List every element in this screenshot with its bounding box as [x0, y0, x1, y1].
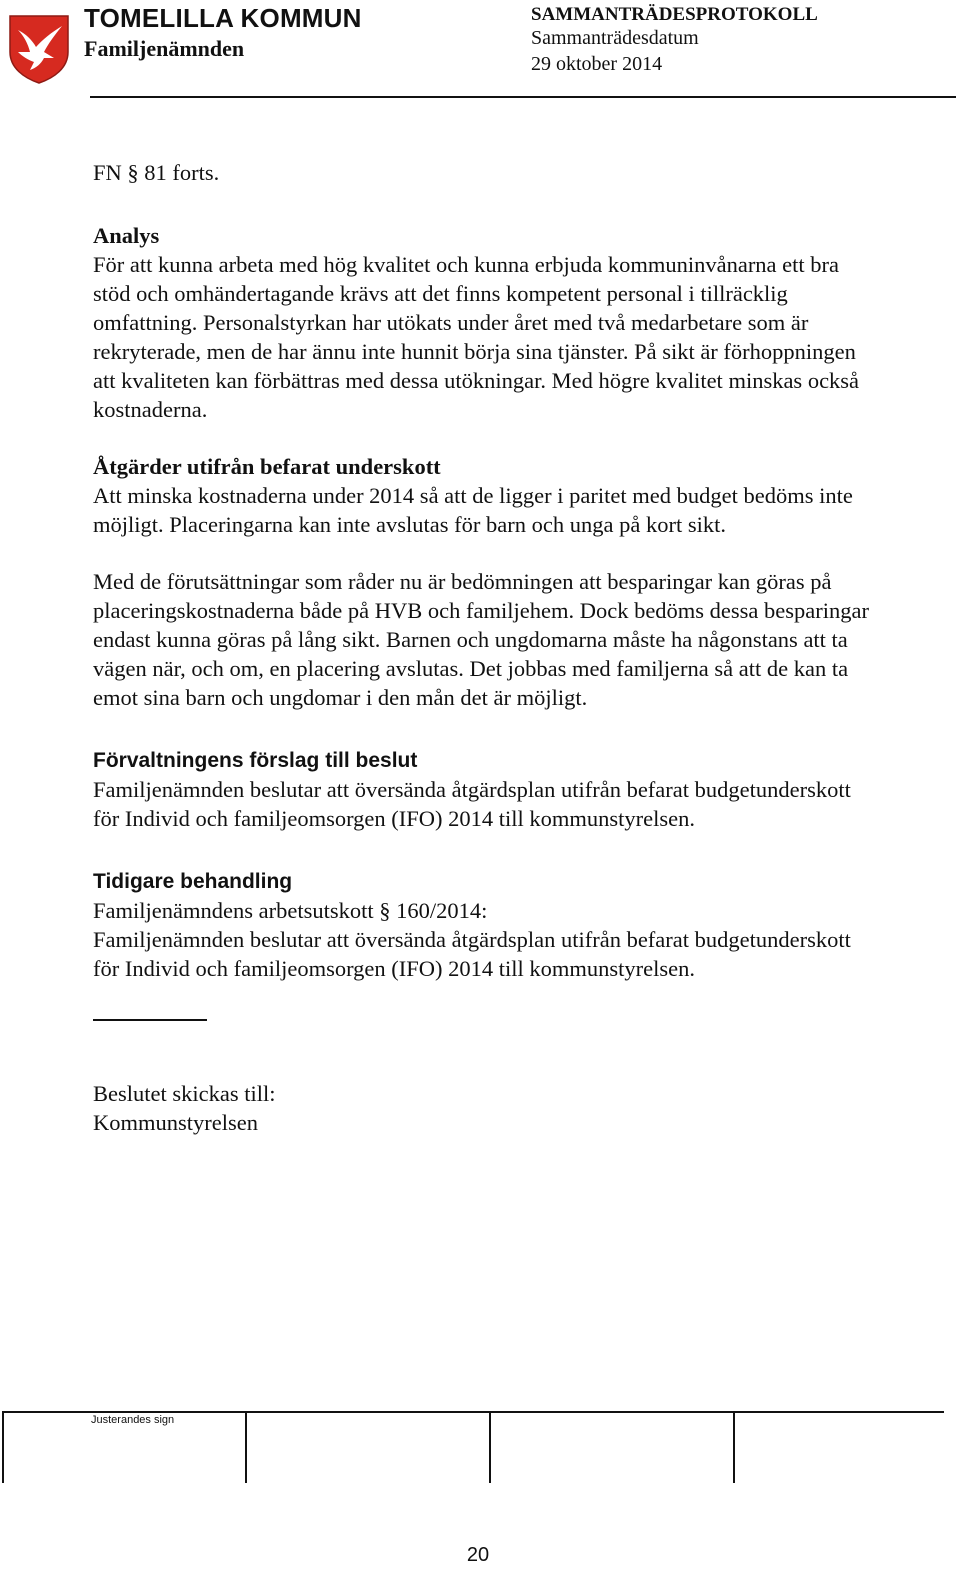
signature-cell-2 — [245, 1413, 247, 1483]
forslag-heading: Förvaltningens förslag till beslut — [93, 749, 418, 772]
signature-cell-3 — [489, 1413, 491, 1483]
committee-name: Familjenämnden — [84, 36, 245, 61]
analys-text: För att kunna arbeta med hög kvalitet och kunna erbjuda kommuninvånarna ett bra stöd och omhändertagande krävs att det finns kompetent personal i tillräcklig omfattning. Personalstyrkan har utökats under året med två medarbetare som är rekryterade, men de har ännu inte hunnit börja sina tjänster. På sikt är förhoppningen att kvaliteten kan förbättras med dessa utökningar. Med högre kvalitet minskas också kostnaderna. — [93, 252, 860, 422]
atgarder-text-2: Med de förutsättningar som råder nu är bedömningen att besparingar kan göras på placeringskostnaderna både på HVB och familjehem. Dock bedöms dessa besparingar endast kunna göras på lång sikt. Barnen och ungdomarna måste ha någonstans att ta vägen när, och om, en placering avslutas. Det jobbas med familjerna så att de kan ta emot sina barn och ungdomar i den mån det är möjligt. — [93, 569, 869, 710]
organization-name: TOMELILLA KOMMUN — [84, 3, 362, 33]
atgarder-heading: Åtgärder utifrån befarat underskott — [93, 454, 441, 479]
tidigare-heading: Tidigare behandling — [93, 870, 293, 893]
signature-label: Justerandes sign — [91, 1414, 175, 1426]
meeting-date-value: 29 oktober 2014 — [531, 53, 663, 75]
tomelilla-coat-of-arms-icon — [8, 14, 70, 84]
atgarder-text-1: Att minska kostnaderna under 2014 så att de ligger i paritet med budget bedöms inte möjligt. Placeringarna kan inte avslutas för barn och unga på kort sikt. — [93, 483, 853, 537]
section-reference: FN § 81 forts. — [93, 160, 220, 185]
forslag-text: Familjenämnden beslutar att översända åtgärdsplan utifrån befarat budgetunderskott för Individ och familjeomsorgen (IFO) 2014 till kommunstyrelsen. — [93, 777, 851, 831]
document-body — [93, 158, 873, 1137]
tidigare-text: Familjenämnden beslutar att översända åtgärdsplan utifrån befarat budgetunderskott för Individ och familjeomsorgen (IFO) 2014 till kommunstyrelsen. — [93, 927, 851, 981]
meeting-date-label: Sammanträdesdatum — [531, 27, 699, 49]
distribution-label: Beslutet skickas till: — [93, 1081, 276, 1106]
document-header — [0, 0, 960, 100]
tidigare-reference: Familjenämndens arbetsutskott § 160/2014: — [93, 898, 488, 923]
signature-cell-4 — [733, 1413, 735, 1483]
page-number: 20 — [466, 1544, 490, 1566]
distribution-recipient: Kommunstyrelsen — [93, 1110, 258, 1135]
signature-cell-1 — [2, 1413, 4, 1483]
analys-heading: Analys — [93, 223, 160, 248]
document-type: SAMMANTRÄDESPROTOKOLL — [531, 4, 818, 25]
header-divider — [90, 96, 956, 98]
